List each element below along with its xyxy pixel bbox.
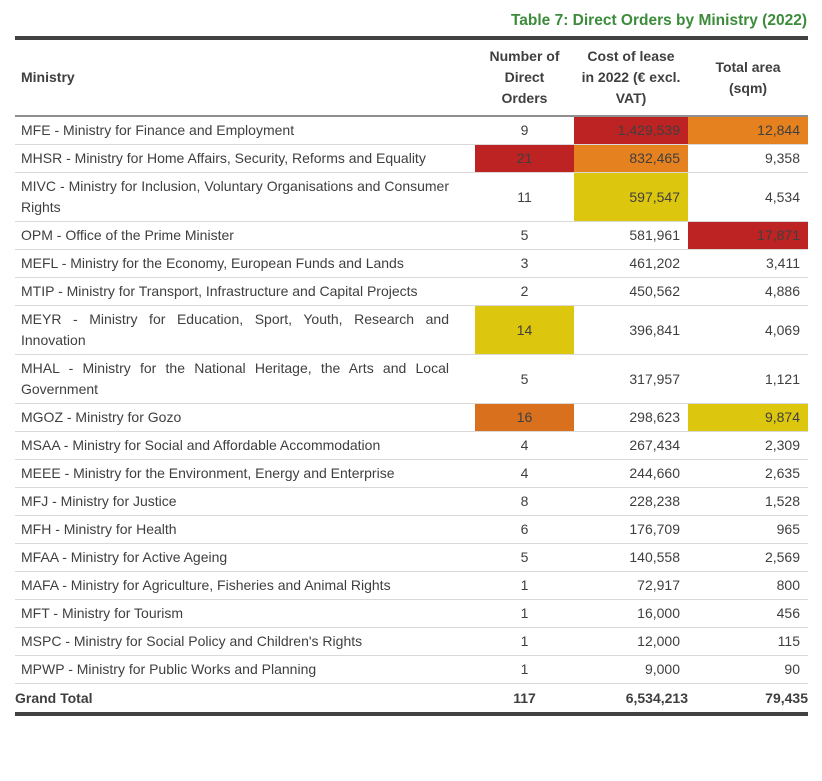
cost-cell: 244,660 xyxy=(574,460,688,488)
area-cell: 4,069 xyxy=(688,306,808,355)
orders-cell: 5 xyxy=(475,222,574,250)
orders-cell: 5 xyxy=(475,355,574,404)
cost-cell: 228,238 xyxy=(574,488,688,516)
direct-orders-table xyxy=(15,36,808,716)
area-cell: 456 xyxy=(688,600,808,628)
orders-cell: 1 xyxy=(475,572,574,600)
table-row xyxy=(15,600,808,628)
orders-cell: 14 xyxy=(475,306,574,355)
table-row xyxy=(15,404,808,432)
cost-cell: 597,547 xyxy=(574,173,688,222)
ministry-cell: MFJ - Ministry for Justice xyxy=(15,488,475,516)
area-cell: 9,358 xyxy=(688,145,808,173)
area-cell: 115 xyxy=(688,628,808,656)
ministry-cell: MHAL - Ministry for the National Heritage, the Arts and Local Government xyxy=(15,355,475,404)
ministry-cell: MEYR - Ministry for Education, Sport, Youth, Research and Innovation xyxy=(15,306,475,355)
orders-cell: 1 xyxy=(475,656,574,684)
ministry-cell: MAFA - Ministry for Agriculture, Fisheries and Animal Rights xyxy=(15,572,475,600)
orders-cell: 1 xyxy=(475,600,574,628)
orders-cell: 1 xyxy=(475,628,574,656)
grand-total-cost: 6,534,213 xyxy=(574,684,688,715)
area-cell: 2,635 xyxy=(688,460,808,488)
cost-cell: 298,623 xyxy=(574,404,688,432)
cost-cell: 1,429,539 xyxy=(574,116,688,145)
header-row xyxy=(15,38,808,116)
orders-cell: 8 xyxy=(475,488,574,516)
area-cell: 4,886 xyxy=(688,278,808,306)
area-cell: 965 xyxy=(688,516,808,544)
ministry-cell: MTIP - Ministry for Transport, Infrastructure and Capital Projects xyxy=(15,278,475,306)
cost-cell: 16,000 xyxy=(574,600,688,628)
table-footer xyxy=(15,684,808,715)
table-title: Table 7: Direct Orders by Ministry (2022) xyxy=(510,12,807,29)
ministry-cell: MSAA - Ministry for Social and Affordable Accommodation xyxy=(15,432,475,460)
area-cell: 2,569 xyxy=(688,544,808,572)
area-cell: 90 xyxy=(688,656,808,684)
table-row xyxy=(15,628,808,656)
table-row xyxy=(15,306,808,355)
table-row xyxy=(15,488,808,516)
table-row xyxy=(15,116,808,145)
cost-cell: 176,709 xyxy=(574,516,688,544)
cost-cell: 9,000 xyxy=(574,656,688,684)
cost-cell: 317,957 xyxy=(574,355,688,404)
ministry-cell: MHSR - Ministry for Home Affairs, Security, Reforms and Equality xyxy=(15,145,475,173)
table-row xyxy=(15,544,808,572)
cost-cell: 396,841 xyxy=(574,306,688,355)
table-row xyxy=(15,250,808,278)
cost-cell: 267,434 xyxy=(574,432,688,460)
cost-cell: 12,000 xyxy=(574,628,688,656)
grand-total-row xyxy=(15,684,808,715)
ministry-cell: MPWP - Ministry for Public Works and Planning xyxy=(15,656,475,684)
area-cell: 17,871 xyxy=(688,222,808,250)
table-header xyxy=(15,38,808,116)
ministry-cell: MFT - Ministry for Tourism xyxy=(15,600,475,628)
orders-cell: 4 xyxy=(475,432,574,460)
area-cell: 800 xyxy=(688,572,808,600)
table-body xyxy=(15,116,808,684)
area-cell: 1,528 xyxy=(688,488,808,516)
col-header-cost: Cost of lease in 2022 (€ excl. VAT) xyxy=(574,38,688,116)
col-header-orders: Number of Direct Orders xyxy=(475,38,574,116)
col-header-ministry: Ministry xyxy=(15,38,475,116)
ministry-cell: MEFL - Ministry for the Economy, European Funds and Lands xyxy=(15,250,475,278)
grand-total-area: 79,435 xyxy=(688,684,808,715)
table-row xyxy=(15,278,808,306)
ministry-cell: MEEE - Ministry for the Environment, Energy and Enterprise xyxy=(15,460,475,488)
grand-total-label: Grand Total xyxy=(15,684,475,715)
orders-cell: 5 xyxy=(475,544,574,572)
ministry-cell: MFAA - Ministry for Active Ageing xyxy=(15,544,475,572)
area-cell: 4,534 xyxy=(688,173,808,222)
ministry-cell: MFH - Ministry for Health xyxy=(15,516,475,544)
cost-cell: 461,202 xyxy=(574,250,688,278)
table-row xyxy=(15,145,808,173)
ministry-cell: MSPC - Ministry for Social Policy and Children's Rights xyxy=(15,628,475,656)
col-header-area: Total area (sqm) xyxy=(688,38,808,116)
grand-total-orders: 117 xyxy=(475,684,574,715)
ministry-cell: MIVC - Ministry for Inclusion, Voluntary Organisations and Consumer Rights xyxy=(15,173,475,222)
table-row xyxy=(15,432,808,460)
table-row xyxy=(15,572,808,600)
cost-cell: 450,562 xyxy=(574,278,688,306)
table-row xyxy=(15,222,808,250)
table-row xyxy=(15,516,808,544)
ministry-cell: MGOZ - Ministry for Gozo xyxy=(15,404,475,432)
ministry-cell: OPM - Office of the Prime Minister xyxy=(15,222,475,250)
table-row xyxy=(15,460,808,488)
ministry-cell: MFE - Ministry for Finance and Employment xyxy=(15,116,475,145)
cost-cell: 72,917 xyxy=(574,572,688,600)
cost-cell: 140,558 xyxy=(574,544,688,572)
area-cell: 2,309 xyxy=(688,432,808,460)
orders-cell: 16 xyxy=(475,404,574,432)
orders-cell: 21 xyxy=(475,145,574,173)
orders-cell: 11 xyxy=(475,173,574,222)
orders-cell: 4 xyxy=(475,460,574,488)
area-cell: 1,121 xyxy=(688,355,808,404)
table-row xyxy=(15,355,808,404)
cost-cell: 581,961 xyxy=(574,222,688,250)
orders-cell: 2 xyxy=(475,278,574,306)
orders-cell: 3 xyxy=(475,250,574,278)
table-row xyxy=(15,173,808,222)
cost-cell: 832,465 xyxy=(574,145,688,173)
orders-cell: 6 xyxy=(475,516,574,544)
orders-cell: 9 xyxy=(475,116,574,145)
area-cell: 12,844 xyxy=(688,116,808,145)
area-cell: 3,411 xyxy=(688,250,808,278)
table-row xyxy=(15,656,808,684)
area-cell: 9,874 xyxy=(688,404,808,432)
